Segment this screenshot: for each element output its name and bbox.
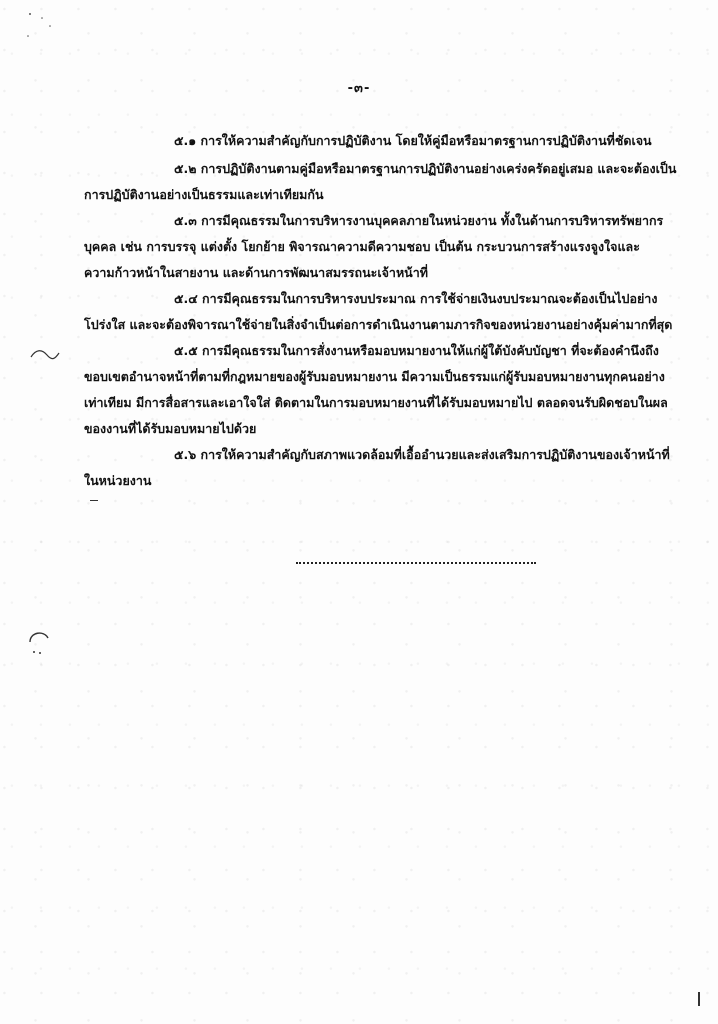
corner-scan-mark: [20, 8, 60, 48]
item-5-5-line-4: ของงานที่ได้รับมอบหมายไปด้วย: [84, 421, 257, 436]
item-5-3-line-3: ความก้าวหน้าในสายงาน และด้านการพัฒนาสมรรถนะเจ้าหน้าที่: [84, 265, 428, 280]
margin-scan-mark: [30, 345, 60, 365]
end-dotted-rule: [296, 562, 536, 564]
margin-scan-mark-2: [26, 628, 52, 658]
item-5-3-line-1: ๕.๓ การมีคุณธรรมในการบริหารงานบุคคลภายในหน่วยงาน ทั้งในด้านการบริหารทรัพยากร: [174, 213, 664, 228]
item-5-5-line-3: เท่าเทียม มีการสื่อสารและเอาใจใส่ ติดตามในการมอบหมายงานที่ได้รับมอบหมายไป ตลอดจนรับผิดชอบในผล: [84, 395, 668, 410]
margin-tick: [90, 500, 98, 501]
item-5-4-line-1: ๕.๔ การมีคุณธรรมในการบริหารงบประมาณ การใช้จ่ายเงินงบประมาณจะต้องเป็นไปอย่าง: [174, 291, 658, 306]
item-5-2-line-1: ๕.๒ การปฏิบัติงานตามคู่มือหรือมาตรฐานการปฏิบัติงานอย่างเคร่งครัดอยู่เสมอ และจะต้องเป็น: [174, 161, 677, 176]
edge-scan-mark: [698, 992, 700, 1006]
item-5-1-line-1: ๕.๑ การให้ความสำคัญกับการปฏิบัติงาน โดยให้คู่มือหรือมาตรฐานการปฏิบัติงานที่ชัดเจน: [174, 133, 652, 148]
item-5-6-line-2: ในหน่วยงาน: [84, 473, 152, 488]
item-5-6-line-1: ๕.๖ การให้ความสำคัญกับสภาพแวดล้อมที่เอื้ออำนวยและส่งเสริมการปฏิบัติงานของเจ้าหน้าที่: [174, 447, 670, 462]
page-number: -๓-: [347, 81, 371, 96]
item-5-2-line-2: การปฏิบัติงานอย่างเป็นธรรมและเท่าเทียมกัน: [84, 187, 324, 202]
item-5-5-line-1: ๕.๕ การมีคุณธรรมในการสั่งงานหรือมอบหมายงานให้แก่ผู้ใต้บังคับบัญชา ที่จะต้องคำนึงถึง: [174, 343, 659, 358]
item-5-5-line-2: ขอบเขตอำนาจหน้าที่ตามที่กฎหมายของผู้รับมอบหมายงาน มีความเป็นธรรมแก่ผู้รับมอบหมายงานทุกคนอย่าง: [84, 369, 665, 384]
item-5-4-line-2: โปร่งใส และจะต้องพิจารณาใช้จ่ายในสิ่งจำเป็นต่อการดำเนินงานตามภารกิจของหน่วยงานอย่างคุ้มค่ามากที่สุด: [84, 317, 673, 332]
item-5-3-line-2: บุคคล เช่น การบรรจุ แต่งตั้ง โยกย้าย พิจารณาความดีความชอบ เป็นต้น กระบวนการสร้างแรงจูงใจและ: [84, 239, 640, 254]
